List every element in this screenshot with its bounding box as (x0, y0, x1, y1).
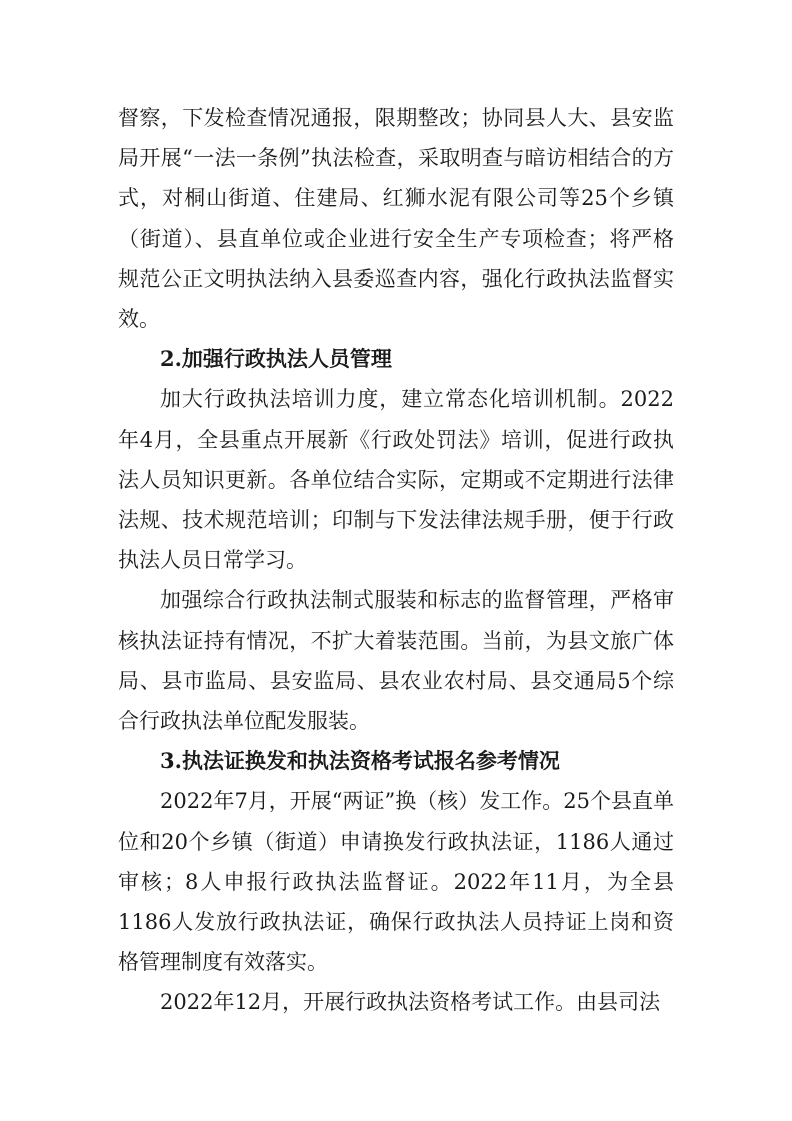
section-2-paragraph-2: 加强综合行政执法制式服装和标志的监督管理，严格审核执法证持有情况，不扩大着装范围。当前，为县文旅广体局、县市监局、县安监局、县农业农村局、县交通局5个综合行政执法单位配发服装。 (118, 588, 674, 734)
section-2-heading: 2.加强行政执法人员管理 (160, 346, 392, 372)
section-3-paragraph-2: 2022年12月，开展行政执法资格考试工作。由县司法 (160, 990, 661, 1015)
continuation-paragraph: 督察，下发检查情况通报，限期整改；协同县人大、县安监局开展“一法一条例”执法检查，采取明查与暗访相结合的方式，对桐山街道、住建局、红狮水泥有限公司等25个乡镇（街道）、县直单位或企业进行安全生产专项检查；将严格规范公正文明执法纳入县委巡查内容，强化行政执法监督实效。 (118, 106, 674, 332)
section-3-paragraph-1: 2022年7月，开展“两证”换（核）发工作。25个县直单位和20个乡镇（街道）申请换发行政执法证，1186人通过审核；8人申报行政执法监督证。2022年11月，为全县1186人发放行政执法证，确保行政执法人员持证上岗和资格管理制度有效落实。 (118, 789, 674, 975)
section-2-paragraph-1: 加大行政执法培训力度，建立常态化培训机制。2022年4月，全县重点开展新《行政处罚法》培训，促进行政执法人员知识更新。各单位结合实际，定期或不定期进行法律法规、技术规范培训；印制与下发法律法规手册，便于行政执法人员日常学习。 (118, 387, 674, 573)
section-3-heading: 3.执法证换发和执法资格考试报名参考情况 (160, 748, 560, 774)
document-page (118, 98, 674, 1023)
